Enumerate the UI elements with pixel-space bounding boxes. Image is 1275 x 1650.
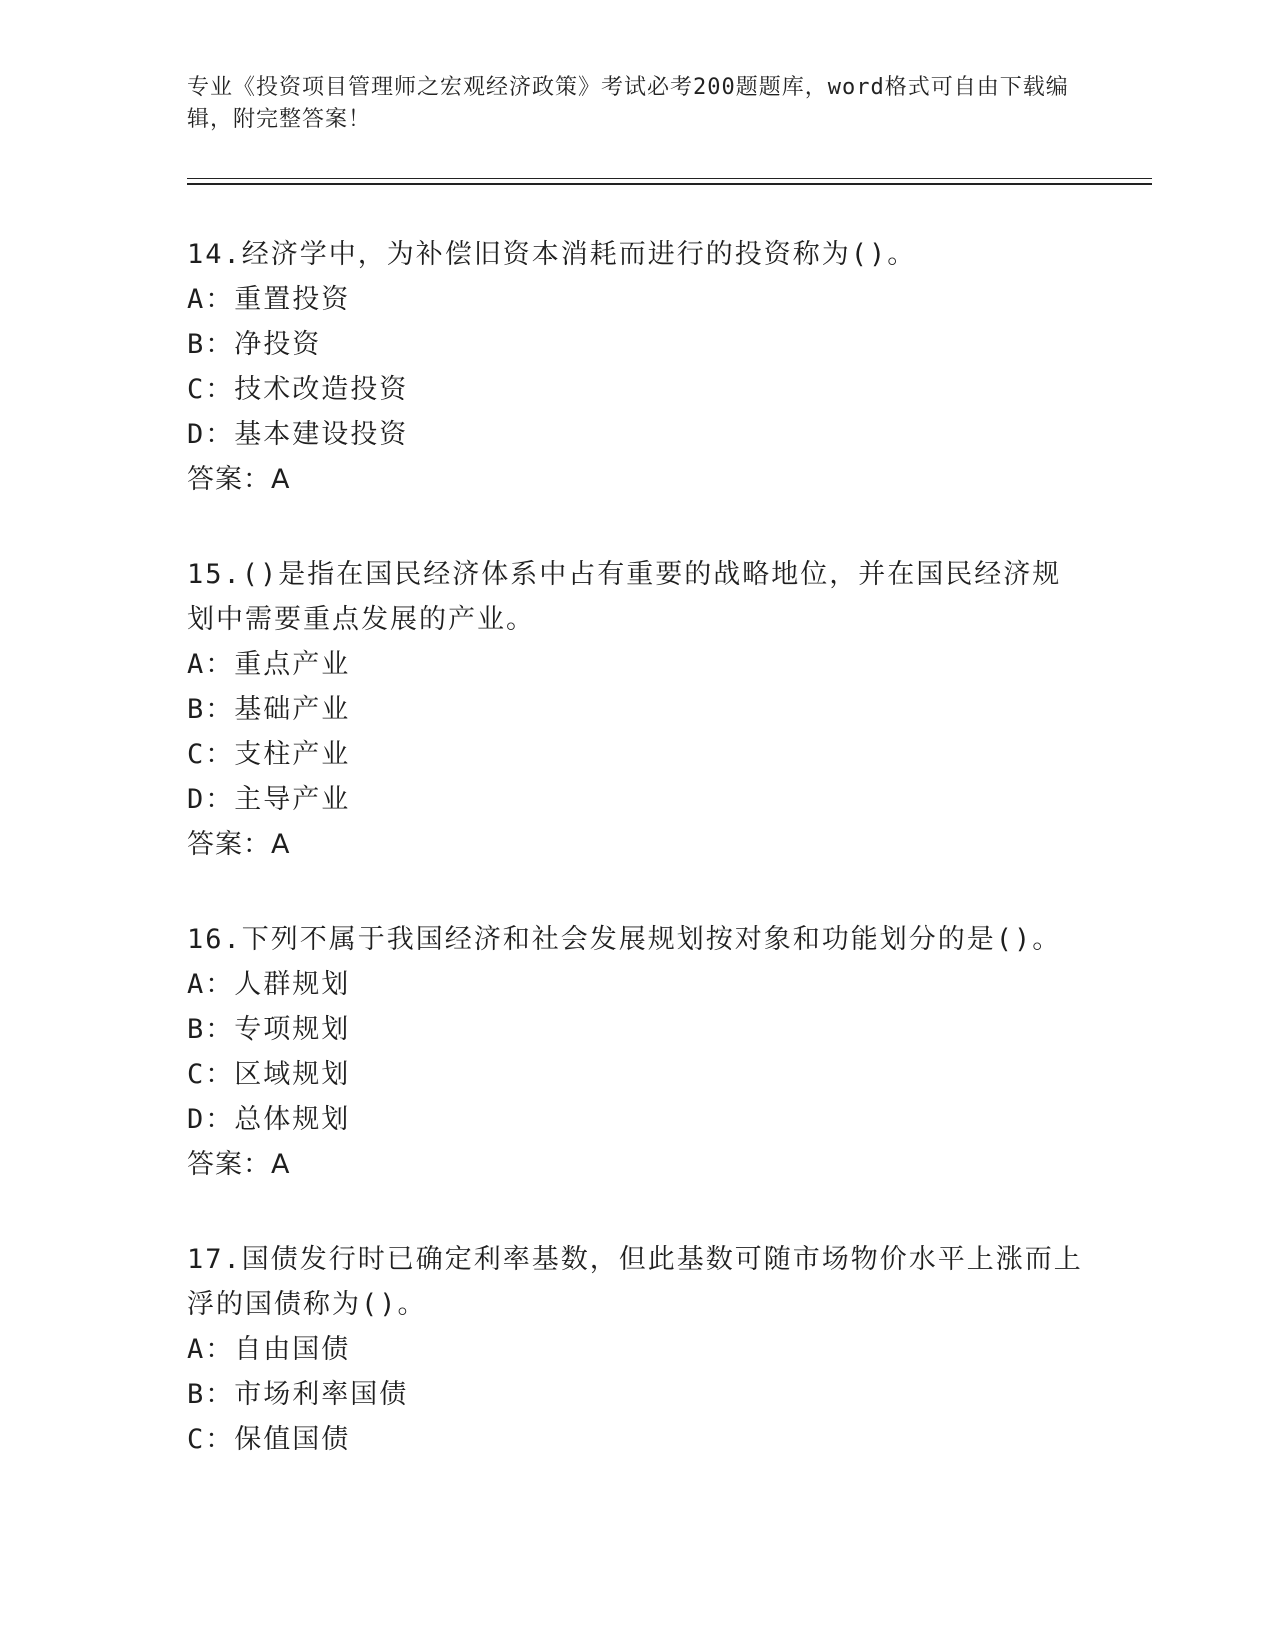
question-stem: 16.下列不属于我国经济和社会发展规划按对象和功能划分的是()。 xyxy=(187,924,1062,955)
answer-line: 答案：A xyxy=(187,829,291,860)
option-a: A：重点产业 xyxy=(187,649,351,680)
option-b: B：净投资 xyxy=(187,329,322,360)
option-a: A：重置投资 xyxy=(187,284,351,315)
question-14 xyxy=(187,232,1087,502)
header-divider-thick xyxy=(187,183,1152,185)
header-divider-thin xyxy=(187,178,1152,179)
option-d: D：主导产业 xyxy=(187,784,351,815)
question-list xyxy=(187,232,1087,1512)
option-c: C：保值国债 xyxy=(187,1424,351,1455)
answer-line: 答案：A xyxy=(187,464,291,495)
option-a: A：人群规划 xyxy=(187,969,351,1000)
question-15 xyxy=(187,552,1087,867)
option-c: C：支柱产业 xyxy=(187,739,351,770)
question-16 xyxy=(187,917,1087,1187)
option-d: D：总体规划 xyxy=(187,1104,351,1135)
option-c: C：技术改造投资 xyxy=(187,374,409,405)
question-17 xyxy=(187,1237,1087,1462)
option-b: B：市场利率国债 xyxy=(187,1379,409,1410)
question-stem: 15.()是指在国民经济体系中占有重要的战略地位，并在国民经济规划中需要重点发展的产业。 xyxy=(187,559,1062,635)
option-a: A：自由国债 xyxy=(187,1334,351,1365)
option-b: B：专项规划 xyxy=(187,1014,351,1045)
option-c: C：区域规划 xyxy=(187,1059,351,1090)
option-d: D：基本建设投资 xyxy=(187,419,409,450)
question-stem: 17.国债发行时已确定利率基数，但此基数可随市场物价水平上涨而上浮的国债称为()。 xyxy=(187,1244,1083,1320)
document-header: 专业《投资项目管理师之宏观经济政策》考试必考200题题库，word格式可自由下载编辑，附完整答案！ xyxy=(187,75,1069,132)
answer-line: 答案：A xyxy=(187,1149,291,1180)
question-stem: 14.经济学中，为补偿旧资本消耗而进行的投资称为()。 xyxy=(187,239,917,270)
option-b: B：基础产业 xyxy=(187,694,351,725)
